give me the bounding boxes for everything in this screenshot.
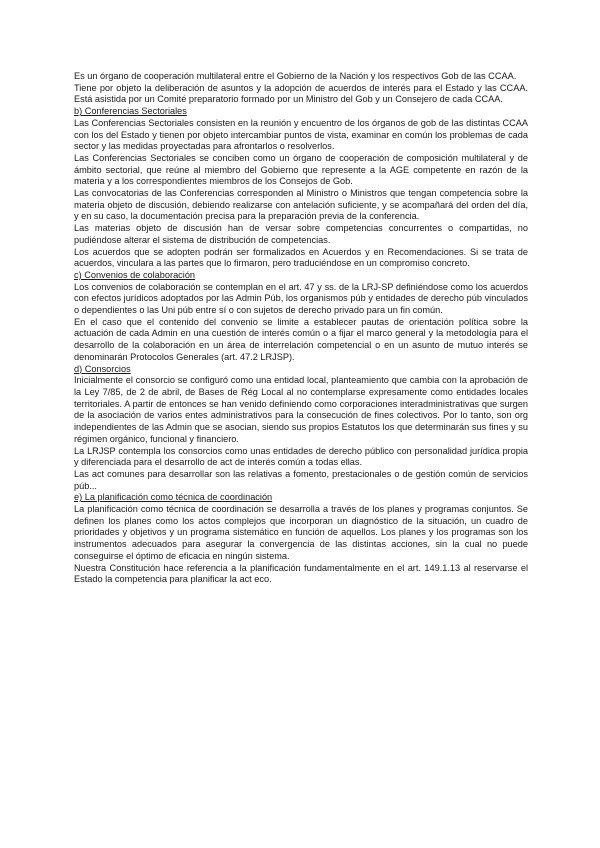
- document-page: [74, 71, 528, 586]
- section-heading: b) Conferencias Sectoriales: [74, 106, 187, 117]
- paragraph: Las Conferencias Sectoriales consisten en la reunión y encuentro de los órganos de gob de las distintas CCAA con los del Estado y tienen por objeto intercambiar puntos de vista, examinar en común los problemas de cada sector y las medidas proyectadas para afrontarlos o resolverlos.: [74, 117, 528, 152]
- paragraph: Las convocatorias de las Conferencias corresponden al Ministro o Ministros que tengan competencia sobre la materia objeto de discusión, debiendo realizarse con antelación suficiente, y se acompañará del orden del día, y en su caso, la documentación precisa para la preparación previa de la conferencia.: [74, 188, 528, 222]
- paragraph: Es un órgano de cooperación multilateral entre el Gobierno de la Nación y los respectivos Gob de las CCAA.: [74, 71, 517, 81]
- section-heading: e) La planificación como técnica de coordinación: [74, 492, 273, 503]
- paragraph: Las Conferencias Sectoriales se conciben como un órgano de cooperación de composición multilateral y de ámbito sectorial, que reúne al miembro del Gobierno que represente a la AGE competente en razón de la materia y a los correspondientes miembros de los Consejos de Gob.: [74, 152, 528, 187]
- paragraph: La planificación como técnica de coordinación se desarrolla a través de los planes y programas conjuntos. Se definen los planes como los actos complejos que incorporan un diagnóstico de la situación, un cuadro de prioridades y objetivos y un programa sistemático en función de aquellos. Los planes y los programas son los instrumentos adecuados para asegurar la convergencia de las distintas acciones, sin la cual no puede conseguirse el óptimo de eficacia en ningún sistema.: [74, 504, 528, 561]
- section-heading: c) Convenios de colaboración: [74, 269, 196, 280]
- paragraph: La LRJSP contempla los consorcios como unas entidades de derecho público con personalidad jurídica propia y diferenciada para el desarrollo de act de interés común a todas ellas.: [74, 445, 528, 468]
- paragraph: Los convenios de colaboración se contemplan en el art. 47 y ss. de la LRJ-SP definiéndose como los acuerdos con efectos jurídicos adoptados por las Admin Púb, los organismos púb y entidades de derecho púb vinculados o dependientes o las Uni púb entre sí o con sujetos de derecho privado para un fin común.: [74, 281, 528, 316]
- paragraph: Los acuerdos que se adopten podrán ser formalizados en Acuerdos y en Recomendaciones. Si se trata de acuerdos, vinculara a las partes que lo firmaron, pero traduciéndose en un compromiso concreto.: [74, 246, 528, 269]
- paragraph: Las act comunes para desarrollar son las relativas a fomento, prestacionales o de gestión común de servicios púb...: [74, 468, 528, 491]
- paragraph: Nuestra Constitución hace referencia a la planificación fundamentalmente en el art. 149.1.13 al reservarse el Estado la competencia para planificar la act eco.: [74, 562, 528, 585]
- section-heading: d) Consorcios: [74, 363, 131, 374]
- paragraph: Inicialmente el consorcio se configuró como una entidad local, planteamiento que cambia con la aprobación de la Ley 7/85, de 2 de abril, de Bases de Rég Local al no contemplarse expresamente como entidades locales territoriales. A partir de entonces se han venido definiendo como corporaciones interadministrativas que surgen de la asociación de varios entes administrativos para la consecución de fines colectivos. Por lo tanto, son org independientes de las Admin que se asocian, siendo sus propios Estatutos los que determinarán sus fines y su régimen orgánico, funcional y financiero.: [74, 375, 528, 444]
- paragraph: Las materias objeto de discusión han de versar sobre competencias concurrentes o compartidas, no pudiéndose alterar el sistema de distribución de competencias.: [74, 223, 528, 245]
- paragraph: En el caso que el contenido del convenio se limite a establecer pautas de orientación política sobre la actuación de cada Admin en una cuestión de interés común o a fijar el marco general y la metodología para el desarrollo de la colaboración en un área de interrelación competencial o en un asunto de mutuo interés se denominarán Protocolos Generales (art. 47.2 LRJSP).: [74, 316, 528, 362]
- paragraph: Tiene por objeto la deliberación de asuntos y la adopción de acuerdos de interés para el Estado y las CCAA. Está asistida por un Comité preparatorio formado por un Ministro del Gob y un Consejero de cada CCAA.: [74, 82, 528, 105]
